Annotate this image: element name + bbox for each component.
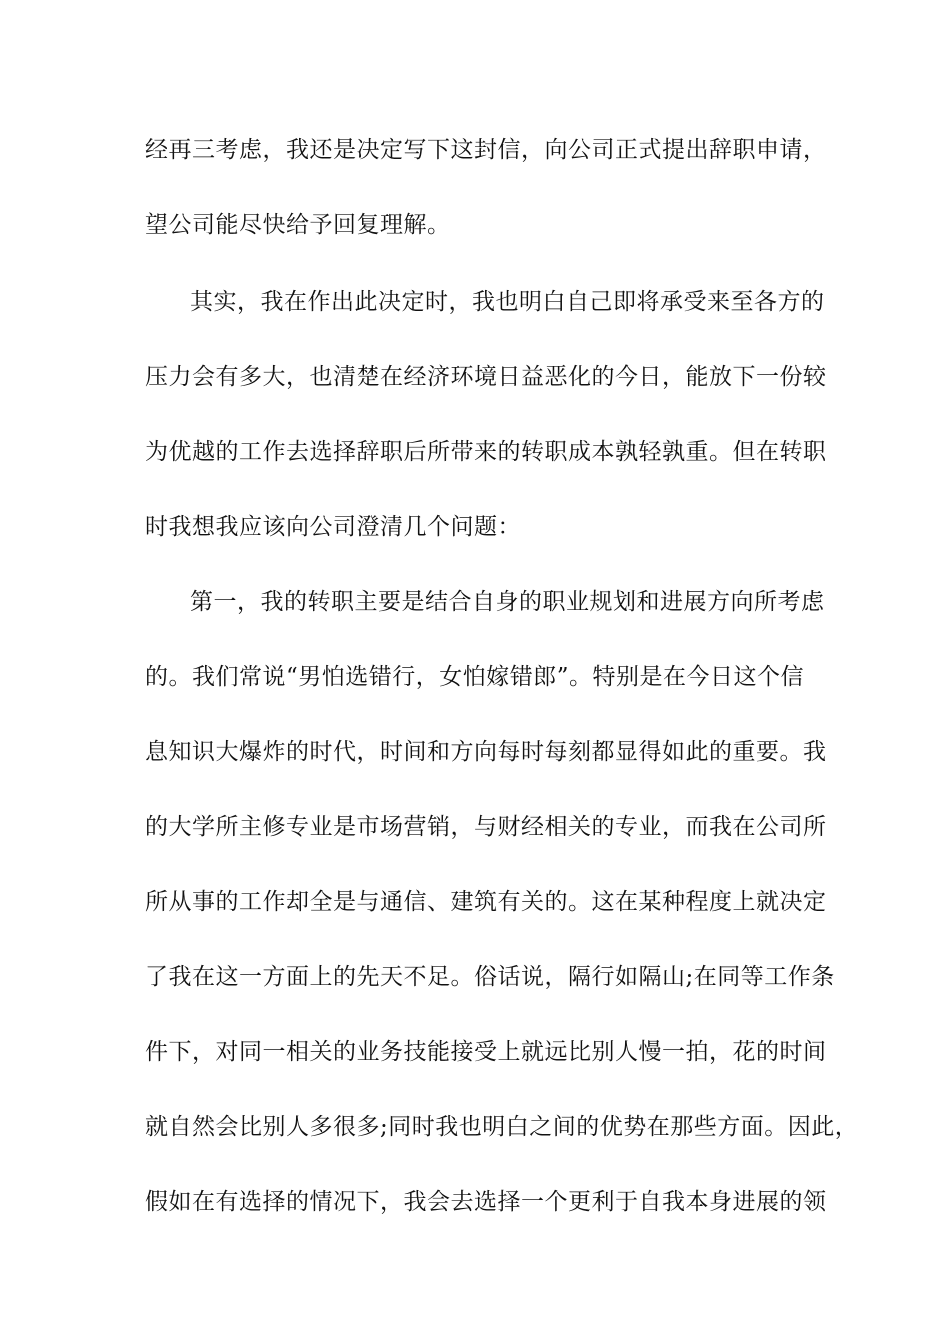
- paragraph-first-line: 其实，我在作出此决定时，我也明白自己即将承受来至各方的: [190, 289, 825, 315]
- text-line: 压力会有多大，也清楚在经济环境日益恶化的今日，能放下一份较: [145, 364, 827, 390]
- text-line: 息知识大爆炸的时代，时间和方向每时每刻都显得如此的重要。我: [145, 739, 827, 765]
- text-line: 的大学所主修专业是市场营销，与财经相关的专业，而我在公司所: [145, 814, 827, 840]
- text-line: 为优越的工作去选择辞职后所带来的转职成本孰轻孰重。但在转职: [145, 439, 827, 465]
- text-line: 所从事的工作却全是与通信、建筑有关的。这在某种程度上就决定: [145, 889, 827, 915]
- paragraph-first-line: 第一，我的转职主要是结合自身的职业规划和进展方向所考虑: [190, 589, 825, 615]
- text-line: 就自然会比别人多很多;同时我也明白之间的优势在那些方面。因此，: [145, 1114, 859, 1140]
- text-line: 时我想我应该向公司澄清几个问题：: [145, 514, 521, 540]
- text-line: 的。我们常说“男怕选错行，女怕嫁错郎”。特别是在今日这个信: [145, 664, 805, 690]
- text-line: 望公司能尽快给予回复理解。: [145, 212, 451, 238]
- text-line: 假如在有选择的情况下，我会去选择一个更利于自我本身进展的领: [145, 1189, 827, 1215]
- text-line: 经再三考虑，我还是决定写下这封信，向公司正式提出辞职申请，: [145, 137, 827, 163]
- text-line: 件下，对同一相关的业务技能接受上就远比别人慢一拍，花的时间: [145, 1039, 827, 1065]
- text-line: 了我在这一方面上的先天不足。俗话说，隔行如隔山;在同等工作条: [145, 964, 835, 990]
